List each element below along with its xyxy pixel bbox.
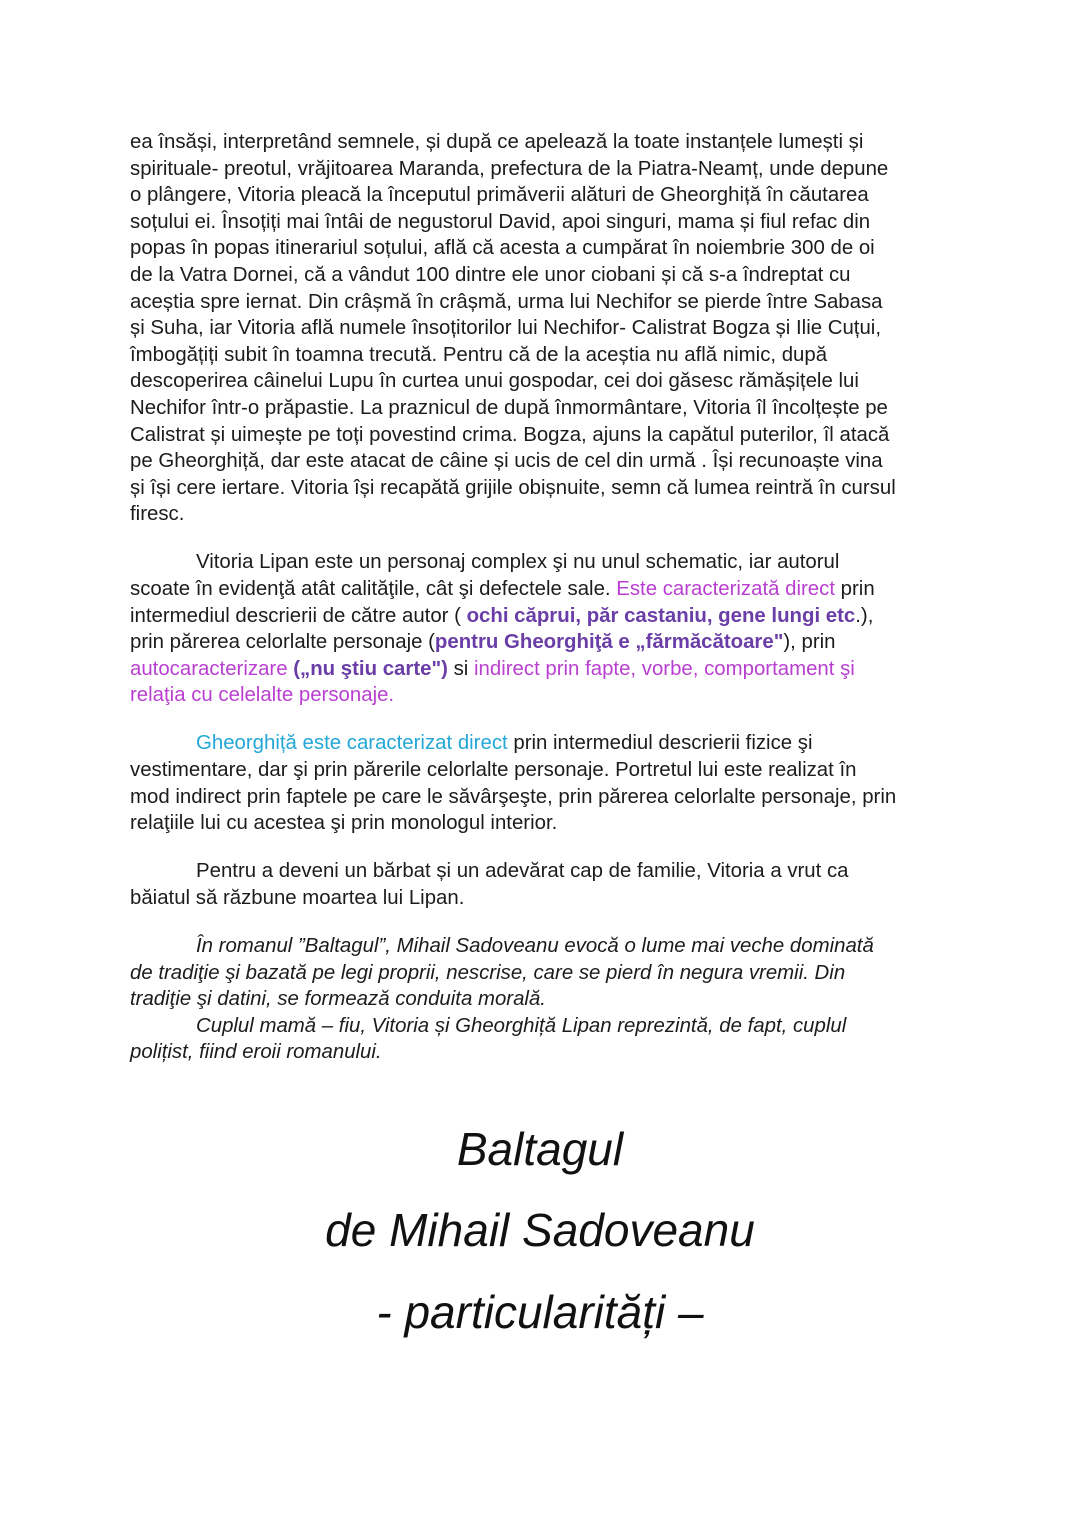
document-page xyxy=(130,129,955,1066)
text-line: Calistrat și uimește pe toți povestind crima. Bogza, ajuns la capătul puterilor, îl atacă xyxy=(130,423,890,446)
text-run: În romanul ”Baltagul”, Mihail Sadoveanu evocă o lume mai veche dominată xyxy=(196,935,874,958)
title-line-book: Baltagul xyxy=(456,1123,624,1175)
text-line xyxy=(130,730,955,757)
text-line: firesc. xyxy=(130,503,185,526)
paragraph-gap xyxy=(130,837,955,859)
title-line-subtitle: - particularități – xyxy=(376,1286,704,1338)
highlight-cyan: Gheorghiță este caracterizat direct xyxy=(196,732,508,755)
paragraph-vitoria-characterization xyxy=(130,549,955,709)
text-line: tradiţie şi datini, se formează conduita morală. xyxy=(130,988,546,1011)
text-line: descoperirea câinelui Lupu în curtea unui gospodar, cei doi găsesc rămășițele lui xyxy=(130,370,859,393)
text-line xyxy=(130,933,955,960)
text-line: mod indirect prin faptele pe care le săvârşeşte, prin părerea celorlalte personaje, prin xyxy=(130,785,897,808)
text-line xyxy=(130,682,955,709)
text-line xyxy=(130,656,955,683)
text-run: prin părerea celorlalte personaje ( xyxy=(130,631,435,654)
text-run: ( xyxy=(287,657,301,680)
text-line: de tradiţie şi bazată pe legi proprii, nescrise, care se pierd în negura vremii. Din xyxy=(130,961,846,984)
text-line: Nechifor într-o prăpastie. La praznicul de după înmormântare, Vitoria îl încolțește pe xyxy=(130,396,888,419)
text-line: o plângere, Vitoria pleacă la începutul primăverii alături de Gheorghiță în căutarea xyxy=(130,184,869,207)
text-line: vestimentare, dar şi prin părerile celorlalte personaje. Portretul lui este realizat în xyxy=(130,759,857,782)
text-line xyxy=(130,549,955,576)
paragraph-gap xyxy=(130,912,955,934)
text-line xyxy=(130,576,955,603)
highlight-purple-bold: „nu ştiu carte" xyxy=(300,657,442,680)
text-line xyxy=(130,858,955,885)
text-run: .), xyxy=(855,604,874,627)
text-run: si xyxy=(453,657,474,680)
paragraph-gheorghita-characterization xyxy=(130,730,955,836)
paragraph-plot-summary xyxy=(130,129,955,528)
text-line xyxy=(130,603,955,630)
highlight-magenta: relaţia cu celelalte personaje. xyxy=(130,684,395,707)
paragraph-gap xyxy=(130,709,955,731)
text-run: ), prin xyxy=(783,631,836,654)
text-line: și Suha, iar Vitoria află numele însoțitorilor lui Nechifor- Calistrat Bogza și Ilie Cuțui, xyxy=(130,317,881,340)
title-line-author: de Mihail Sadoveanu xyxy=(325,1204,755,1256)
text-line xyxy=(130,629,955,656)
highlight-purple-bold: ochi căprui, păr castaniu, gene lungi etc xyxy=(466,604,856,627)
text-run: prin xyxy=(835,578,875,600)
paragraph-conclusion xyxy=(130,933,955,1066)
text-line: aceștia spre iernat. Din crâșmă în crâșmă, urma lui Nechifor se pierde între Sabasa xyxy=(130,290,883,313)
highlight-purple-bold: pentru Gheorghiţă e „fărmăcătoare" xyxy=(434,631,784,654)
highlight-magenta: Este caracterizată direct xyxy=(616,578,835,600)
text-line: îmbogățiți subit în toamna trecută. Pentru că de la aceștia nu află nimic, după xyxy=(130,343,828,366)
paragraph-revenge xyxy=(130,858,955,911)
text-run: scoate în evidenţă atât calităţile, cât şi defectele sale. xyxy=(130,578,617,600)
text-line: popas în popas itinerariul soțului, află că acesta a cumpărat în noiembrie 300 de oi xyxy=(130,237,875,260)
text-line: relaţiile lui cu acestea şi prin monologul interior. xyxy=(130,812,558,835)
text-run: Cuplul mamă – fiu, Vitoria și Gheorghiță Lipan reprezintă, de fapt, cuplul xyxy=(196,1014,847,1037)
text-run: Pentru a deveni un bărbat și un adevărat cap de familie, Vitoria a vrut ca xyxy=(196,860,849,883)
text-line: de la Vatra Dornei, că a vândut 100 dintre ele unor ciobani și că s-a îndreptat cu xyxy=(130,263,851,286)
text-run: prin intermediul descrierii fizice şi xyxy=(507,732,813,755)
paragraph-gap xyxy=(130,528,955,550)
highlight-magenta: autocaracterizare xyxy=(130,657,288,680)
text-run: ) xyxy=(441,657,454,680)
text-line: soțului ei. Însoțiți mai întâi de negustorul David, apoi singuri, mama și fiul refac din xyxy=(130,210,871,233)
text-line: ea însăși, interpretând semnele, și după ce apelează la toate instanțele lumești și xyxy=(130,131,864,153)
text-line xyxy=(130,1013,955,1040)
text-line: băiatul să răzbune moartea lui Lipan. xyxy=(130,886,465,909)
text-line: spirituale- preotul, vrăjitoarea Maranda, prefectura de la Piatra-Neamț, unde depune xyxy=(130,157,889,180)
text-line: pe Gheorghiță, dar este atacat de câine și ucis de cel din urmă . Își recunoaște vina xyxy=(130,450,883,473)
highlight-magenta: indirect prin fapte, vorbe, comportament şi xyxy=(474,657,855,680)
text-run: Vitoria Lipan este un personaj complex şi nu unul schematic, iar autorul xyxy=(196,551,840,574)
text-run: intermediul descrierii de către autor ( xyxy=(130,604,467,627)
text-line: polițist, fiind eroii romanului. xyxy=(130,1041,382,1064)
text-line: și își cere iertare. Vitoria își recapătă grijile obișnuite, semn că lumea reintră în cursul xyxy=(130,476,896,499)
